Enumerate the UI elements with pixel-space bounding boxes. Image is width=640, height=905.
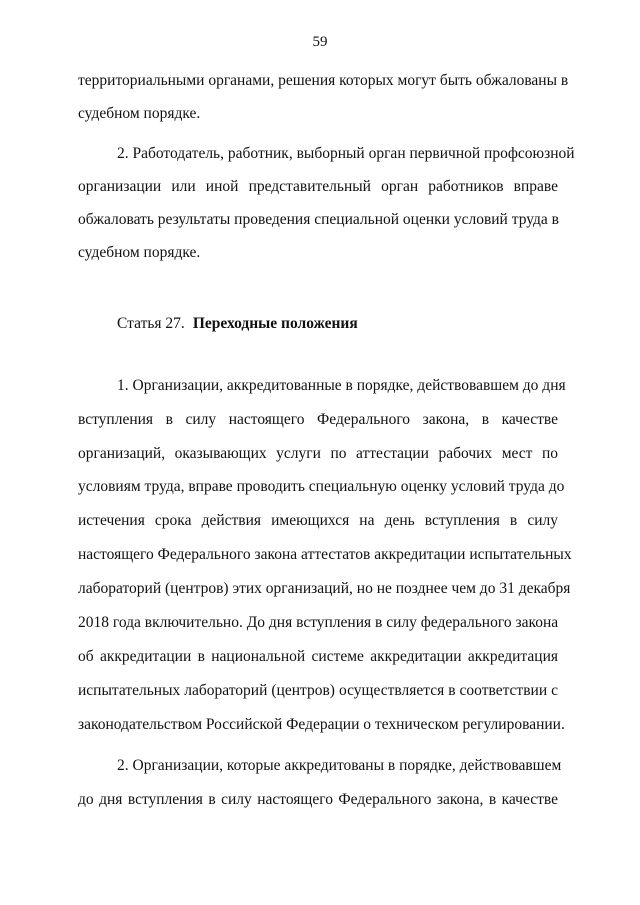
text-line: законодательством Российской Федерации о техническом регулировании. xyxy=(78,716,565,733)
text-line: вступления в силу настоящего Федерального закона, в качестве xyxy=(78,411,558,428)
text-line: об аккредитации в национальной системе аккредитации аккредитация xyxy=(78,648,558,665)
text-line: настоящего Федерального закона аттестатов аккредитации испытательных xyxy=(78,546,572,563)
text-line: условиям труда, вправе проводить специальную оценку условий труда до xyxy=(78,478,565,495)
text-line: организации или иной представительный орган работников вправе xyxy=(78,178,558,195)
text-line: организаций, оказывающих услуги по аттестации рабочих мест по xyxy=(78,445,558,462)
text-line: до дня вступления в силу настоящего Федерального закона, в качестве xyxy=(78,791,558,808)
text-line: территориальными органами, решения которых могут быть обжалованы в xyxy=(78,72,569,89)
article-title: Переходные положения xyxy=(192,315,358,332)
text-line: 2018 года включительно. До дня вступления в силу федерального закона xyxy=(78,614,559,631)
text-line: 2. Работодатель, работник, выборный орган первичной профсоюзной xyxy=(117,145,575,162)
text-line: испытательных лабораторий (центров) осуществляется в соответствии с xyxy=(78,682,558,699)
page-number: 59 xyxy=(312,34,328,50)
article-heading xyxy=(117,314,358,334)
text-line: истечения срока действия имеющихся на день вступления в силу xyxy=(78,512,558,529)
article-label: Статья 27. xyxy=(117,315,185,332)
text-line: лабораторий (центров) этих организаций, но не позднее чем до 31 декабря xyxy=(78,580,571,597)
text-line: судебном порядке. xyxy=(78,105,201,122)
text-line: судебном порядке. xyxy=(78,244,201,261)
text-line: 2. Организации, которые аккредитованы в порядке, действовавшем xyxy=(117,757,562,774)
text-line: обжаловать результаты проведения специальной оценки условий труда в xyxy=(78,211,559,228)
text-line: 1. Организации, аккредитованные в порядке, действовавшем до дня xyxy=(117,377,566,394)
